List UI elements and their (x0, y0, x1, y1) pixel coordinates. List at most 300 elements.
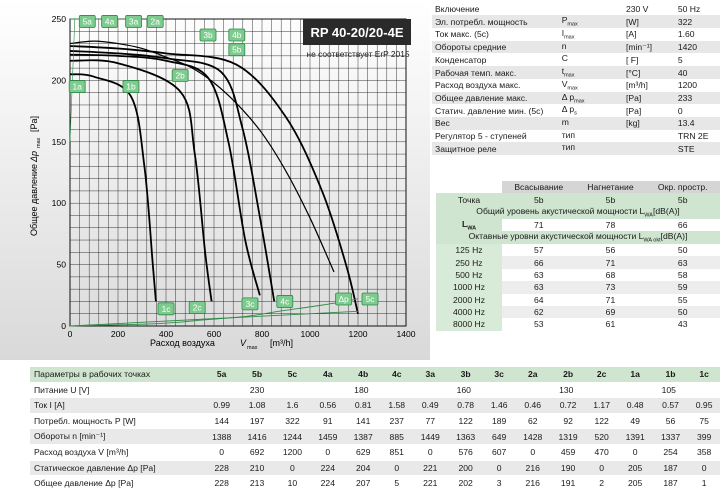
operating-param-value: 1459 (310, 429, 345, 445)
operating-param-value: 49 (617, 413, 652, 429)
operating-param-value: 228 (204, 476, 239, 492)
curve-marker-label: 5a (82, 16, 92, 27)
curve-marker (200, 29, 216, 41)
octave-band-value: 63 (533, 269, 544, 280)
spec-symbol: V (561, 78, 568, 89)
curve-marker-label: 2a (150, 16, 160, 27)
operating-param-value: 1337 (653, 429, 688, 445)
operating-param-value: 75 (688, 413, 720, 429)
acoustic-header-intake: Всасывание (502, 181, 575, 193)
operating-param-value: 0 (204, 444, 239, 460)
x-tick-label: 1000 (300, 329, 320, 339)
operating-param-value: 144 (204, 413, 239, 429)
spec-unit: [m³/h] (625, 80, 648, 91)
spec-unit (623, 142, 675, 155)
octave-band-value: 59 (677, 282, 688, 293)
spec-value: 1200 (677, 80, 697, 91)
acoustic-point-cell: 5b (502, 193, 575, 205)
operating-param-value: 191 (550, 476, 585, 492)
operating-param-value: 358 (688, 444, 720, 460)
operating-param-value: 1387 (346, 429, 381, 445)
operating-param-value: 216 (515, 460, 550, 476)
operating-param-value: 190 (550, 460, 585, 476)
operating-params-row (30, 398, 720, 414)
operating-params-row (30, 413, 720, 429)
operating-param-value: 210 (239, 460, 274, 476)
operating-param-value: 0.57 (653, 398, 688, 414)
operating-param-value: 141 (346, 413, 381, 429)
operating-param-value: 692 (239, 444, 274, 460)
spec-label: Обороты средние (432, 41, 559, 54)
octave-band-row (436, 294, 720, 306)
operating-param-value: 0 (310, 444, 345, 460)
octave-band-value: 63 (677, 257, 688, 268)
spec-value: 322 (675, 15, 720, 28)
operating-points-title: Параметры в рабочих точках (30, 367, 204, 382)
spec-symbol-sub: s (574, 111, 577, 118)
octave-band-value: 63 (533, 282, 544, 293)
octave-band-value: 71 (605, 294, 616, 305)
spec-row (432, 28, 720, 41)
spec-value: 1.60 (677, 29, 695, 40)
operating-param-value: 0.95 (688, 398, 720, 414)
operating-param-value: 0 (483, 460, 515, 476)
operating-points-table (30, 367, 720, 492)
octave-band-value: 55 (677, 294, 688, 305)
y-tick-label: 100 (51, 198, 66, 209)
spec-row (432, 142, 720, 155)
operating-param-value: 1.6 (275, 398, 310, 414)
operating-param-value: 0 (275, 460, 310, 476)
x-axis-symbol: V (240, 338, 247, 348)
spec-unit (623, 130, 675, 143)
operating-param-value: 0.81 (346, 398, 381, 414)
spec-row (432, 15, 720, 28)
spec-label: Рабочая темп. макс. (432, 66, 559, 79)
octave-band-row (436, 281, 720, 293)
operating-param-value: 207 (346, 476, 381, 492)
acoustic-total-cell: 78 (575, 219, 645, 232)
operating-param-value: 1449 (413, 429, 448, 445)
curve-marker (336, 293, 352, 305)
curve-marker-label: 5b (232, 44, 242, 55)
acoustic-total-title-unit: [dB(A)] (652, 205, 680, 216)
acoustic-octave-title-unit: [dB(A)] (660, 231, 688, 242)
curve-marker (69, 81, 85, 93)
operating-param-value: 187 (653, 476, 688, 492)
operating-param-value: 0 (381, 460, 413, 476)
operating-param-value: 322 (275, 413, 310, 429)
operating-param-value: 1363 (448, 429, 483, 445)
operating-param-value: 122 (586, 413, 618, 429)
operating-param-value: 851 (381, 444, 413, 460)
octave-band-freq: 500 Hz (436, 269, 502, 281)
spec-label: Расход воздуха макс. (435, 80, 521, 91)
curve-marker-label: 1c (161, 303, 171, 314)
spec-symbol-sub: max (567, 85, 578, 92)
operating-param-value: 1200 (275, 444, 310, 460)
curve-marker (362, 293, 378, 305)
spec-symbol: I (561, 28, 565, 39)
lwa-symbol: L (461, 218, 468, 229)
octave-band-value: 64 (533, 294, 544, 305)
operating-params-row (30, 460, 720, 476)
operating-param-value: 459 (550, 444, 585, 460)
operating-param-value: 607 (483, 444, 515, 460)
supply-label: Питание U [V] (30, 382, 204, 398)
spec-unit: [ F] (625, 54, 639, 65)
spec-value: 13.4 (675, 117, 720, 130)
operating-param-value: 1.58 (381, 398, 413, 414)
operating-point-header: 1b (653, 367, 688, 382)
curve-marker-label: 2b (175, 70, 185, 81)
spec-label: Защитное реле (432, 142, 559, 155)
spec-symbol-sub: max (567, 22, 578, 29)
acoustic-total-cell: 71 (502, 219, 575, 232)
operating-param-value: 200 (448, 460, 483, 476)
spec-row (432, 66, 720, 79)
x-tick-label: 800 (254, 329, 270, 339)
operating-point-header: 3c (483, 367, 515, 382)
operating-param-value: 649 (483, 429, 515, 445)
operating-param-value: 520 (586, 429, 618, 445)
acoustic-point-cell: 5b (645, 193, 720, 205)
operating-param-value: 0.46 (515, 398, 550, 414)
operating-params-row (30, 429, 720, 445)
operating-param-value: 0.56 (310, 398, 345, 414)
operating-points-header (30, 367, 720, 382)
operating-param-value: 0.99 (204, 398, 239, 414)
supply-voltage: 230 (204, 382, 310, 398)
x-axis-label: Расход воздуха (150, 338, 215, 348)
operating-param-label: Расход воздуха V [m³/h] (30, 444, 204, 460)
operating-param-value: 1244 (275, 429, 310, 445)
curve-marker (79, 15, 95, 27)
acoustic-total-cell: 66 (645, 219, 720, 232)
spec-row (432, 104, 720, 117)
curve-marker-label: 1a (72, 81, 82, 92)
operating-param-value: 470 (586, 444, 618, 460)
operating-point-header: 5c (275, 367, 310, 382)
spec-label: Ток макс. (5c) (435, 29, 489, 40)
spec-unit: [min⁻¹] (623, 41, 675, 54)
operating-param-value: 221 (413, 476, 448, 492)
acoustic-octave-title-sub: WA okt (643, 237, 661, 244)
acoustic-octave-title: Октавные уровни акустической мощности L (468, 231, 644, 242)
supply-row (30, 382, 720, 398)
spec-unit: 230 V (625, 4, 649, 15)
supply-voltage: 105 (617, 382, 720, 398)
operating-param-value: 0.72 (550, 398, 585, 414)
acoustic-table (436, 181, 720, 331)
operating-param-value: 254 (653, 444, 688, 460)
acoustic-header-ambient: Окр. простр. (645, 181, 720, 193)
operating-param-value: 92 (550, 413, 585, 429)
octave-band-value: 69 (605, 307, 616, 318)
operating-param-value: 1428 (515, 429, 550, 445)
operating-params-row (30, 476, 720, 492)
spec-value: TRN 2E (677, 131, 709, 142)
spec-row (432, 53, 720, 66)
curve-marker-label: 2c (192, 302, 202, 313)
operating-point-header: 2b (550, 367, 585, 382)
curve-marker (126, 15, 142, 27)
operating-param-value: 0 (515, 444, 550, 460)
curve-marker-label: Δp (338, 293, 349, 304)
spec-symbol: C (561, 53, 568, 64)
x-axis-unit: [m³/h] (270, 338, 294, 348)
operating-param-value: 213 (239, 476, 274, 492)
octave-band-freq: 4000 Hz (436, 306, 502, 318)
spec-value: 50 Hz (677, 4, 701, 15)
operating-param-value: 2 (586, 476, 618, 492)
spec-value: 5 (677, 54, 683, 65)
y-tick-label: 200 (51, 75, 66, 86)
octave-band-freq: 8000 Hz (436, 318, 502, 330)
x-tick-label: 600 (206, 329, 222, 339)
x-tick-label: 200 (110, 329, 126, 339)
operating-param-value: 1319 (550, 429, 585, 445)
operating-param-label: Общее давление Δp [Pa] (30, 476, 204, 492)
octave-band-value: 56 (605, 245, 616, 256)
operating-param-label: Статическое давление Δp [Pa] (30, 460, 204, 476)
y-tick-label: 250 (51, 14, 66, 24)
y-tick-label: 150 (51, 136, 66, 147)
operating-param-value: 10 (275, 476, 310, 492)
spec-label: Статич. давление мин. (5c) (435, 105, 544, 116)
operating-param-label: Обороты n [min⁻¹] (30, 429, 204, 445)
octave-band-freq: 2000 Hz (436, 294, 502, 306)
spec-symbol: тип (561, 142, 576, 153)
y-axis-sub: max (36, 137, 42, 148)
operating-param-value: 1416 (239, 429, 274, 445)
octave-band-row (436, 269, 720, 281)
lwa-sub: WA (467, 225, 477, 232)
operating-param-value: 216 (515, 476, 550, 492)
curve-marker-label: 4c (280, 296, 290, 307)
x-tick-label: 400 (158, 329, 174, 339)
curve-marker (229, 44, 245, 56)
operating-point-header: 5b (239, 367, 274, 382)
spec-row (432, 130, 720, 143)
x-tick-label: 1200 (348, 329, 368, 339)
x-tick-label: 0 (67, 329, 73, 339)
spec-row (432, 41, 720, 54)
spec-unit: [W] (623, 15, 675, 28)
acoustic-point-cell: 5b (575, 193, 645, 205)
spec-symbol: Δ p (561, 91, 575, 102)
operating-point-header: 4b (346, 367, 381, 382)
operating-param-value: 1.08 (239, 398, 274, 414)
octave-band-freq: 250 Hz (436, 256, 502, 268)
spec-symbol: n (561, 40, 567, 51)
spec-symbol: m (561, 117, 569, 128)
operating-param-value: 204 (346, 460, 381, 476)
curve-marker (189, 302, 205, 314)
y-tick-label: 50 (56, 259, 66, 270)
acoustic-total-title-row (436, 206, 720, 219)
spec-symbol: тип (561, 129, 576, 140)
acoustic-point-label: Точка (436, 193, 502, 205)
curve-marker-label: 3a (128, 16, 139, 27)
operating-param-value: 0.49 (413, 398, 448, 414)
curve-marker-label: 5c (365, 293, 375, 304)
spec-label: Конденсатор (435, 54, 487, 65)
operating-params-row (30, 444, 720, 460)
operating-param-value: 629 (346, 444, 381, 460)
operating-param-value: 3 (483, 476, 515, 492)
operating-param-value: 1 (688, 476, 720, 492)
spec-unit: [°C] (623, 66, 675, 79)
operating-param-value: 1.46 (483, 398, 515, 414)
operating-param-value: 0 (688, 460, 720, 476)
octave-band-value: 73 (605, 282, 616, 293)
operating-point-header: 1a (617, 367, 652, 382)
curve-marker (172, 69, 188, 81)
x-axis-sub: max (247, 345, 258, 351)
curve-marker (102, 15, 118, 27)
curve-marker (229, 29, 245, 41)
spec-symbol-sub: max (574, 98, 585, 105)
operating-param-value: 576 (448, 444, 483, 460)
octave-band-value: 66 (533, 257, 544, 268)
operating-point-header: 2a (515, 367, 550, 382)
operating-param-value: 224 (310, 476, 345, 492)
acoustic-total-title-sub: WA (644, 212, 653, 219)
spec-symbol: P (561, 15, 568, 26)
operating-param-value: 0.48 (617, 398, 652, 414)
octave-band-row (436, 244, 720, 256)
operating-param-value: 0.78 (448, 398, 483, 414)
operating-param-value: 0 (586, 460, 618, 476)
acoustic-octave-title-row (436, 231, 720, 244)
operating-param-value: 221 (413, 460, 448, 476)
operating-param-value: 224 (310, 460, 345, 476)
curve-marker (242, 298, 258, 310)
operating-point-header: 3a (413, 367, 448, 382)
spec-table (432, 3, 720, 155)
spec-value: 233 (675, 92, 720, 105)
curve-marker (147, 15, 163, 27)
spec-unit: [Pa] (623, 92, 675, 105)
operating-param-value: 187 (653, 460, 688, 476)
octave-band-row (436, 318, 720, 330)
acoustic-header-row (436, 181, 720, 193)
curve-marker (158, 303, 174, 315)
operating-param-value: 197 (239, 413, 274, 429)
octave-band-row (436, 256, 720, 268)
spec-row (432, 117, 720, 130)
octave-band-value: 61 (605, 319, 616, 330)
operating-param-value: 205 (617, 460, 652, 476)
operating-param-value: 91 (310, 413, 345, 429)
operating-param-value: 0 (617, 444, 652, 460)
operating-param-value: 1391 (617, 429, 652, 445)
curve-marker-label: 3c (245, 298, 255, 309)
octave-band-row (436, 306, 720, 318)
spec-symbol-sub: max (564, 72, 575, 79)
curve-marker (123, 81, 139, 93)
spec-label: Вес (432, 117, 559, 130)
operating-point-header: 3b (448, 367, 483, 382)
spec-label: Общее давление макс. (432, 92, 559, 105)
spec-label: Включение (435, 4, 480, 15)
acoustic-total-title: Общий уровень акустической мощности L (476, 205, 645, 216)
curve-marker-label: 1b (126, 81, 136, 92)
operating-param-label: Ток I [A] (30, 398, 204, 414)
operating-param-value: 62 (515, 413, 550, 429)
operating-point-header: 4a (310, 367, 345, 382)
spec-label: Эл. потребл. мощность (432, 15, 559, 28)
operating-point-header: 5a (204, 367, 239, 382)
operating-param-label: Потребл. мощность P [W] (30, 413, 204, 429)
operating-param-value: 202 (448, 476, 483, 492)
x-tick-label: 1400 (396, 329, 416, 339)
operating-param-value: 189 (483, 413, 515, 429)
octave-band-value: 50 (677, 245, 688, 256)
operating-param-value: 228 (204, 460, 239, 476)
spec-value: 40 (675, 66, 720, 79)
operating-param-value: 122 (448, 413, 483, 429)
spec-unit: [kg] (623, 117, 675, 130)
spec-unit: [Pa] (625, 105, 642, 116)
octave-band-value: 50 (677, 307, 688, 318)
spec-value: STE (675, 142, 720, 155)
acoustic-header-outlet: Нагнетание (575, 181, 645, 193)
operating-param-value: 885 (381, 429, 413, 445)
operating-point-header: 4c (381, 367, 413, 382)
y-axis-label: Общее давление (29, 163, 39, 236)
spec-row (432, 92, 720, 105)
y-axis-symbol: Δp (29, 150, 39, 162)
octave-band-value: 62 (533, 307, 544, 318)
operating-param-value: 205 (617, 476, 652, 492)
spec-row (432, 79, 720, 92)
y-tick-label: 0 (61, 321, 66, 331)
spec-symbol-sub: max (564, 34, 575, 41)
octave-band-value: 68 (605, 269, 616, 280)
octave-band-value: 71 (605, 257, 616, 268)
spec-value: 1420 (675, 41, 720, 54)
spec-value: 0 (677, 105, 683, 116)
curve-marker-label: 4b (232, 29, 242, 40)
supply-voltage: 180 (310, 382, 412, 398)
octave-band-value: 53 (533, 319, 544, 330)
octave-band-value: 58 (677, 269, 688, 280)
curve-marker (277, 295, 293, 307)
operating-param-value: 5 (381, 476, 413, 492)
spec-unit: [A] (625, 29, 637, 40)
operating-param-value: 0 (413, 444, 448, 460)
octave-band-value: 57 (533, 245, 544, 256)
operating-param-value: 237 (381, 413, 413, 429)
spec-symbol: t (561, 66, 565, 77)
supply-voltage: 130 (515, 382, 617, 398)
operating-param-value: 399 (688, 429, 720, 445)
operating-point-header: 1c (688, 367, 720, 382)
operating-param-value: 1388 (204, 429, 239, 445)
curve-marker-label: 4a (104, 16, 115, 27)
model-badge: RP 40-20/20-4E (303, 19, 411, 45)
operating-param-value: 1.17 (586, 398, 618, 414)
spec-symbol: Δ p (561, 104, 575, 115)
octave-band-freq: 1000 Hz (436, 281, 502, 293)
operating-param-value: 77 (413, 413, 448, 429)
curve-marker-label: 3b (203, 29, 213, 40)
operating-point-header: 2c (586, 367, 618, 382)
acoustic-point-row (436, 193, 720, 205)
octave-band-value: 43 (677, 319, 688, 330)
